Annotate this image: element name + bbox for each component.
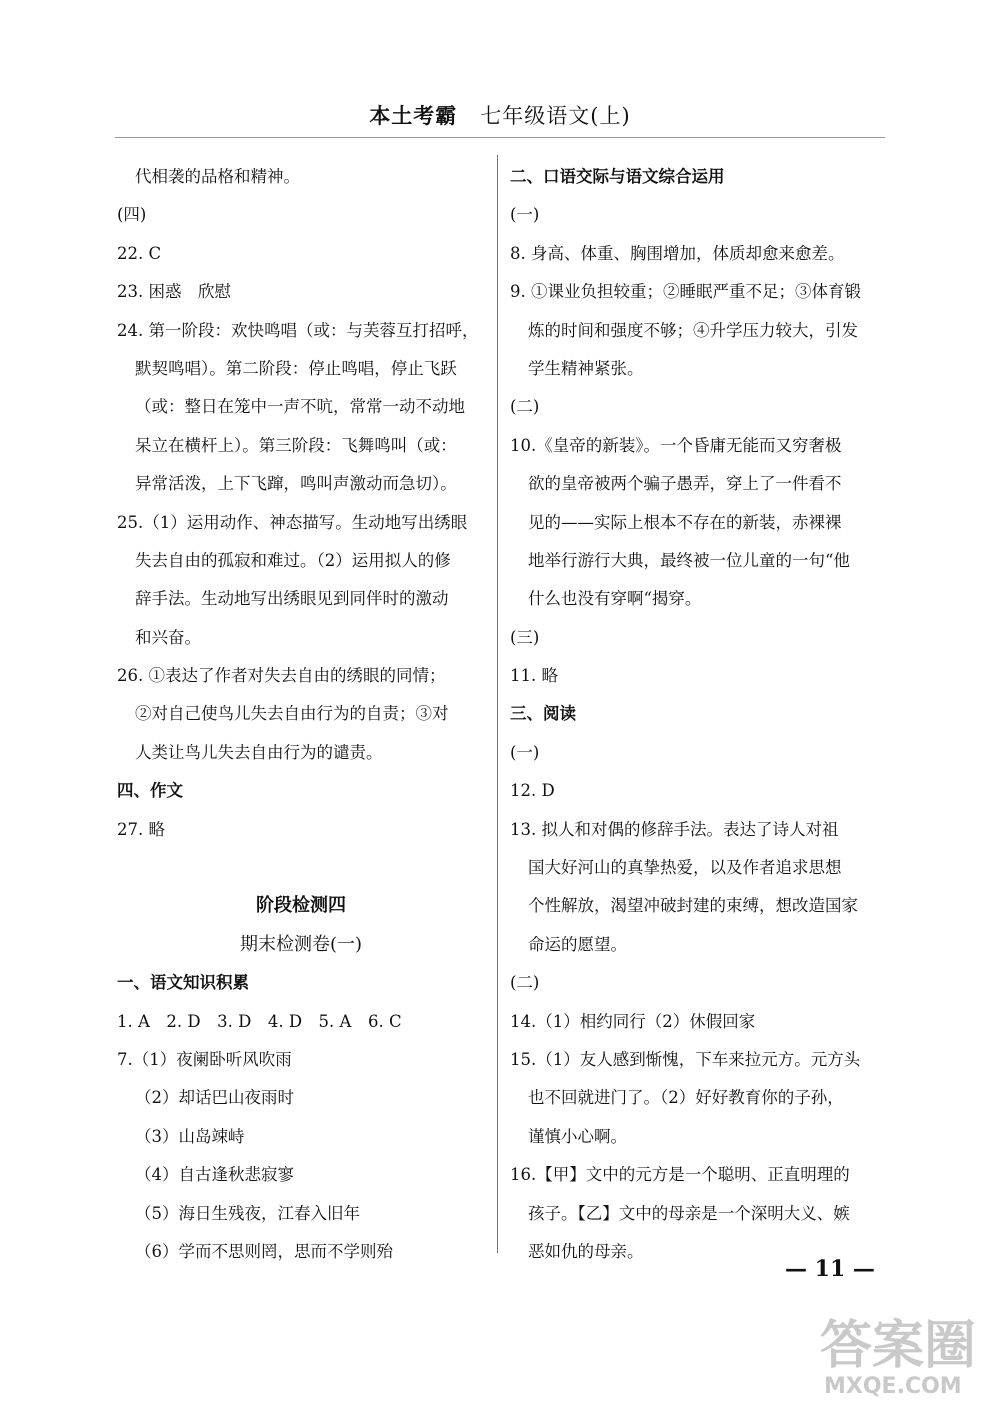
answer-line: （3）山岛竦峙 — [135, 1126, 245, 1146]
answer-line: ②对自己使鸟儿失去自由行为的自责；③对 — [135, 704, 449, 724]
answer-line: 26. ①表达了作者对失去自由的绣眼的同情； — [117, 666, 446, 686]
answer-line: 命运的愿望。 — [528, 934, 627, 954]
answer-line: （6）学而不思则罔，思而不学则殆 — [135, 1241, 393, 1261]
answer-line: 12. D — [510, 781, 555, 801]
answer-line: 24. 第一阶段：欢快鸣唱（或：与芙蓉互打招呼， — [117, 320, 479, 340]
answer-line: 14.（1）相约同行（2）休假回家 — [510, 1011, 756, 1031]
answer-line: 见的——实际上根本不存在的新装，赤裸裸 — [528, 512, 842, 532]
answer-line: 学生精神紧张。 — [528, 358, 644, 378]
answer-line: 默契鸣唱）。第二阶段：停止鸣唱，停止飞跃 — [135, 358, 457, 378]
answer-line: （4）自古逢秋悲寂寥 — [135, 1165, 294, 1185]
answer-line: 呆立在横杆上）。第三阶段：飞舞鸣叫（或： — [135, 435, 457, 455]
exam-title: 期末检测卷(一) — [239, 933, 363, 955]
answer-line: 也不回就进门了。（2）好好教育你的子孙， — [528, 1088, 844, 1108]
answer-line: 16.【甲】文中的元方是一个聪明、正直明理的 — [510, 1165, 850, 1185]
page-number: — 11 — — [785, 1256, 875, 1282]
answer-line: 和兴奋。 — [135, 627, 201, 647]
spacer — [117, 849, 485, 887]
subsection-heading: (三) — [510, 627, 540, 647]
section-heading: 一、语文知识积累 — [117, 973, 249, 993]
section-heading: 二、口语交际与语文综合运用 — [510, 167, 725, 186]
left-column — [117, 158, 485, 1271]
answer-line: 谨慎小心啊。 — [528, 1126, 627, 1146]
answer-line: 国大好河山的真挚热爱，以及作者追求思想 — [528, 858, 842, 878]
answer-line: 7.（1）夜阑卧听风吹雨 — [117, 1049, 292, 1069]
answer-line: 辞手法。生动地写出绣眼见到同伴时的激动 — [135, 589, 449, 609]
subsection-heading: (二) — [510, 973, 540, 993]
subsection-heading: (一) — [510, 742, 540, 762]
right-column — [510, 158, 885, 1271]
answer-line: 什么也没有穿啊“揭穿。 — [528, 589, 702, 609]
header-rule — [115, 137, 885, 138]
section-heading: 三、阅读 — [510, 704, 576, 724]
answer-line: 13. 拟人和对偶的修辞手法。表达了诗人对祖 — [510, 819, 839, 839]
answer-line: 异常活泼，上下飞蹿，鸣叫声激动而急切）。 — [135, 474, 457, 494]
answer-line: 11. 略 — [510, 666, 558, 686]
answer-line: 27. 略 — [117, 819, 165, 839]
answer-line: （2）却话巴山夜雨时 — [135, 1088, 294, 1108]
watermark-url: MXQE.COM — [824, 1374, 962, 1399]
column-divider — [497, 155, 498, 1253]
watermark-logo — [820, 1318, 976, 1400]
answer-line: （或：整日在笼中一声不吭，常常一动不动地 — [135, 397, 465, 417]
answer-line: 欲的皇帝被两个骗子愚弄，穿上了一件看不 — [528, 474, 842, 494]
answer-line: 15.（1）友人感到惭愧，下车来拉元方。元方头 — [510, 1049, 861, 1069]
subsection-heading: (一) — [510, 205, 540, 225]
answer-line: 地举行游行大典，最终被一位儿童的一句“他 — [528, 550, 850, 570]
subsection-heading: (四) — [117, 205, 147, 225]
watermark-text: 答案圈 — [820, 1316, 977, 1376]
answer-line: 恶如仇的母亲。 — [528, 1241, 644, 1261]
section-heading: 四、作文 — [117, 781, 183, 801]
subsection-heading: (二) — [510, 397, 540, 417]
answer-line: 失去自由的孤寂和难过。（2）运用拟人的修 — [135, 550, 451, 570]
answer-line: （5）海日生残夜，江春入旧年 — [135, 1203, 360, 1223]
book-title: 本土考霸 — [369, 104, 458, 128]
stage-test-title: 阶段检测四 — [256, 895, 346, 917]
book-subtitle: 七年级语文(上) — [480, 104, 631, 128]
answer-line: 孩子。【乙】文中的母亲是一个深明大义、嫉 — [528, 1203, 850, 1223]
answer-line: 10.《皇帝的新装》。一个昏庸无能而又穷奢极 — [510, 435, 842, 455]
answer-line: 炼的时间和强度不够；④升学压力较大，引发 — [528, 320, 858, 340]
answer-line: 25.（1）运用动作、神态描写。生动地写出绣眼 — [117, 512, 468, 532]
answer-line: 1. A 2. D 3. D 4. D 5. A 6. C — [117, 1011, 402, 1031]
answer-line: 23. 困惑 欣慰 — [117, 282, 231, 302]
answer-line: 9. ①课业负担较重；②睡眠严重不足；③体育锻 — [510, 282, 861, 302]
answer-line: 代相袭的品格和精神。 — [135, 167, 300, 186]
answer-line: 个性解放，渴望冲破封建的束缚，想改造国家 — [528, 896, 858, 916]
answer-line: 22. C — [117, 243, 162, 263]
answer-line: 人类让鸟儿失去自由行为的谴责。 — [135, 742, 383, 762]
page-header — [0, 100, 1000, 130]
answer-line: 8. 身高、体重、胸围增加，体质却愈来愈差。 — [510, 243, 845, 263]
